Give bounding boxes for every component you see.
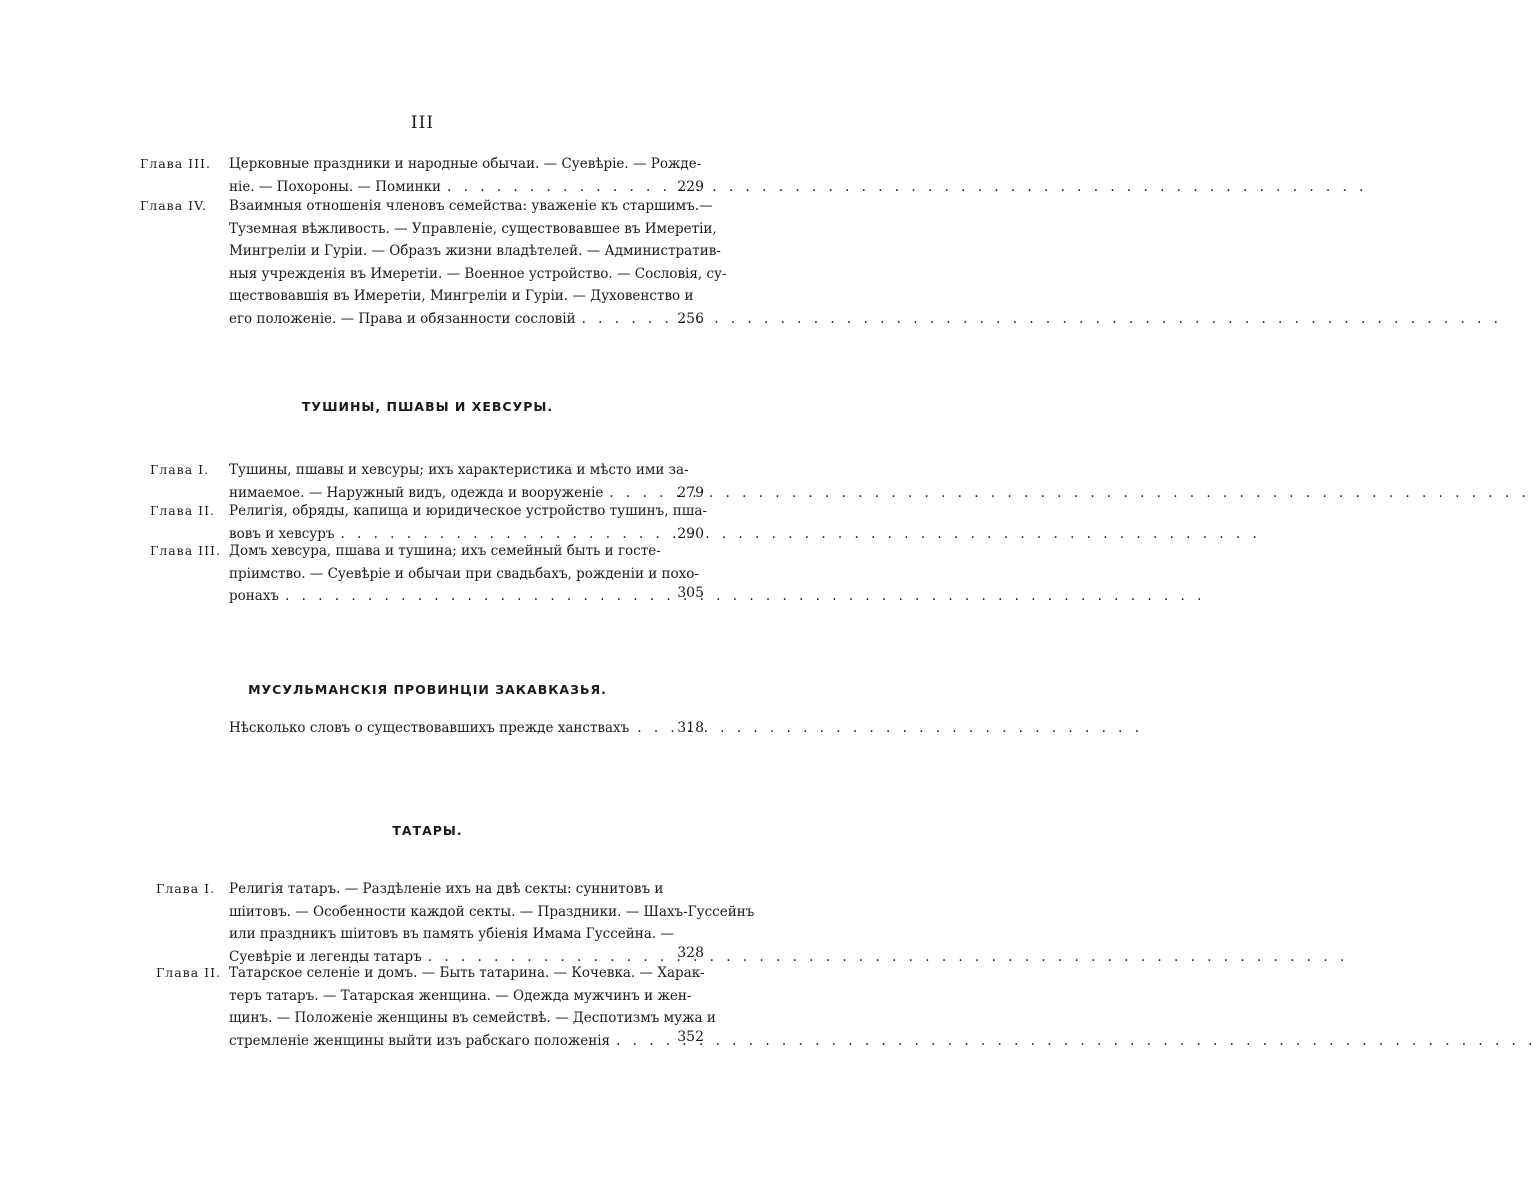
chapter-label: Глава I.: [156, 881, 216, 896]
text-line: пріимство. — Суевѣріе и обычаи при свадьбахъ, рожденіи и похо-: [229, 565, 699, 582]
chapter-label: Глава I.: [150, 462, 210, 477]
toc-entry-text: Нѣсколько словъ о существовавшихъ прежде ханствахъ . . .: [229, 717, 666, 740]
chapter-label: Глава III.: [150, 543, 221, 558]
text-line: Татарское селеніе и домъ. — Быть татарина. — Кочевка. — Харак-: [229, 965, 705, 981]
page-reference: 305: [677, 585, 704, 601]
chapter-label: Глава IV.: [140, 198, 207, 213]
text-line: щинъ. — Положеніе женщины въ семействѣ. — Деспотизмъ мужа и: [229, 1010, 716, 1027]
text-line: Тушины, пшавы и хевсуры; ихъ характеристика и мѣсто ими за-: [229, 462, 689, 478]
text-line: шіитовъ. — Особенности каждой секты. — Праздники. — Шахъ-Гуссейнъ: [229, 903, 755, 920]
text-line: его положеніе. — Права и обязанности сословій . . .: [229, 308, 666, 331]
section-heading: МУСУЛЬМАНСКІЯ ПРОВИНЦІИ ЗАКАВКАЗЬЯ.: [248, 682, 607, 697]
page-reference: 290: [677, 525, 704, 542]
text-line: Религія, обряды, капища и юридическое устройство тушинъ, пша-: [229, 503, 707, 519]
text-line: Суевѣріе и легенды татаръ . . .: [229, 946, 666, 969]
text-line: ніе. — Похороны. — Поминки . . .: [229, 176, 666, 199]
chapter-description: [229, 459, 689, 504]
text-line: Религія татаръ. — Раздѣленіе ихъ на двѣ секты: суннитовъ и: [229, 881, 664, 897]
text-line: теръ татаръ. — Татарская женщина. — Одежда мужчинъ и жен-: [229, 987, 692, 1004]
text-line: или праздникъ шіитовъ въ память убіенія Имама Гуссейна. —: [229, 926, 674, 943]
section-heading: ТАТАРЫ.: [392, 823, 463, 838]
text-line: ществовавшія въ Имеретіи, Мингреліи и Гуріи. — Духовенство и: [229, 288, 694, 305]
chapter-label: Глава II.: [150, 503, 215, 518]
page-reference: 318: [677, 720, 704, 736]
text-line: Мингреліи и Гуріи. — Образъ жизни владѣтелей. — Административ-: [229, 243, 721, 260]
page-reference: 256: [677, 311, 704, 327]
page-reference: 279: [677, 484, 704, 501]
page-reference: 229: [677, 178, 704, 195]
chapter-label: Глава III.: [140, 156, 211, 171]
page-reference: 352: [677, 1029, 704, 1045]
text-line: Взаимныя отношенія членовъ семейства: уваженіе къ старшимъ.—: [229, 198, 713, 214]
page-number: III: [410, 113, 435, 133]
section-heading: ТУШИНЫ, ПШАВЫ И ХЕВСУРЫ.: [301, 399, 554, 414]
text-line: Церковные праздники и народные обычаи. — Суевѣріе. — Рожде-: [229, 156, 702, 172]
text-line: ронахъ . . .: [229, 585, 666, 608]
text-line: стремленіе женщины выйти изъ рабскаго положенія . . .: [229, 1030, 666, 1053]
text-line: нимаемое. — Наружный видъ, одежда и вооруженіе . . .: [229, 482, 666, 505]
chapter-label: Глава II.: [156, 965, 221, 980]
text-line: ныя учрежденія въ Имеретіи. — Военное устройство. — Сословія, су-: [229, 265, 727, 282]
page-reference: 328: [677, 945, 704, 961]
text-line: вовъ и хевсуръ . . .: [229, 523, 666, 546]
text-line: Домъ хевсура, пшава и тушина; ихъ семейный быть и госте-: [229, 543, 661, 559]
text-line: Туземная вѣжливость. — Управленіе, существовавшее въ Имеретіи,: [229, 220, 717, 237]
